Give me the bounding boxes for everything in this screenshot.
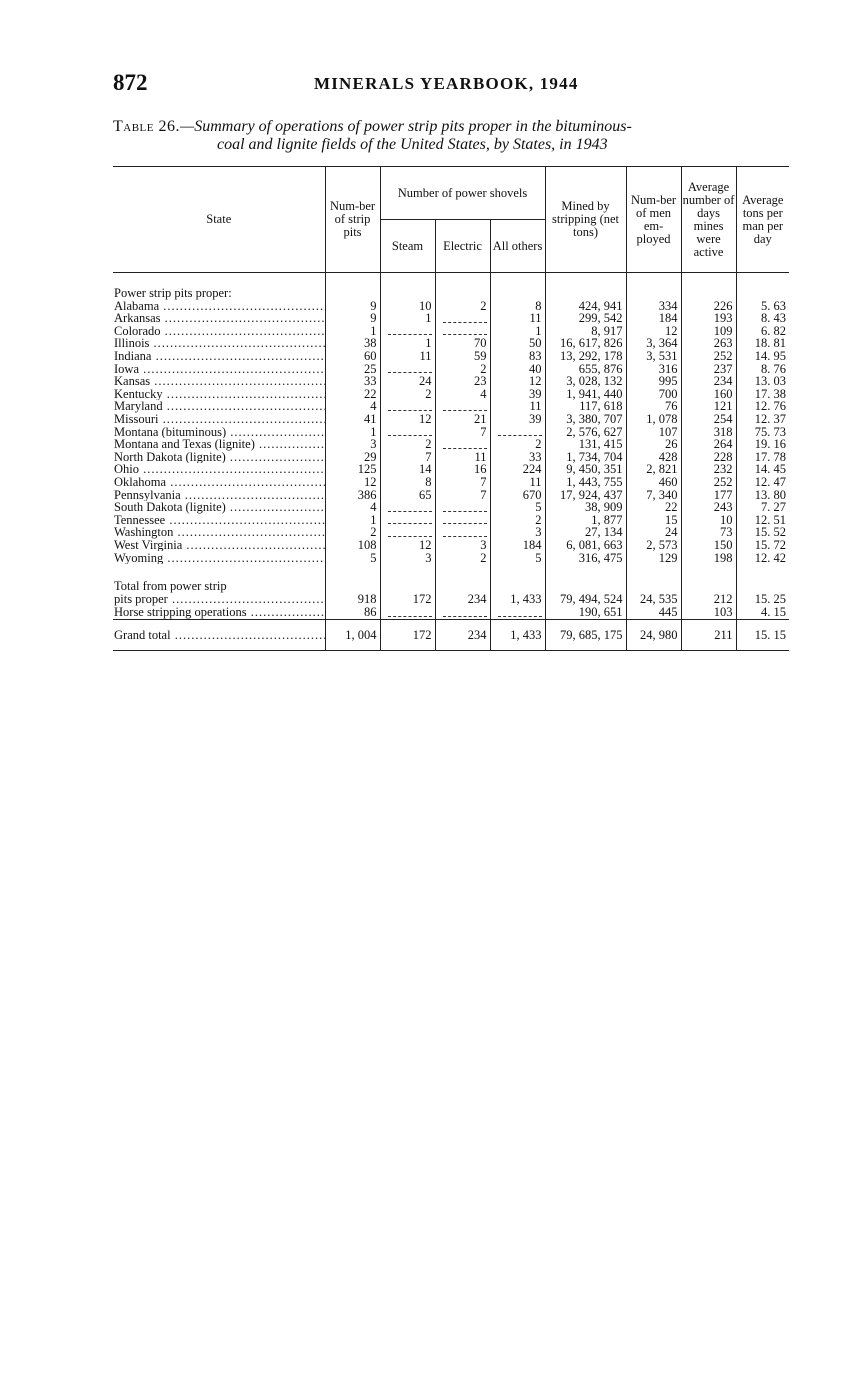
total-men: 24, 535 [626,593,681,606]
others-cell: 50 [490,337,545,350]
steam-cell: 7 [380,451,435,464]
pits-cell: 1 [325,514,380,527]
total-pits: 918 [325,593,380,606]
days-cell: 177 [681,489,736,502]
table-row [113,325,789,338]
state-name: Kansas ..... [113,375,325,388]
table-row [113,300,789,313]
steam-cell: 65 [380,489,435,502]
header-tons-per-man: Average tons per man per day [736,167,789,273]
others-cell: 3 [490,526,545,539]
header-average-days: Average number of days mines were active [681,167,736,273]
horse-steam [380,606,435,620]
men-cell: 22 [626,501,681,514]
others-cell: 39 [490,388,545,401]
mined-cell: 8, 917 [545,325,626,338]
others-cell: 224 [490,463,545,476]
steam-cell: 1 [380,337,435,350]
mined-cell: 27, 134 [545,526,626,539]
pits-cell: 125 [325,463,380,476]
men-cell: 1, 078 [626,413,681,426]
pits-cell: 1 [325,426,380,439]
state-name: Indiana ..... [113,350,325,363]
days-cell: 234 [681,375,736,388]
header-state: State [113,167,325,273]
steam-cell: 2 [380,438,435,451]
days-cell: 252 [681,350,736,363]
days-cell: 228 [681,451,736,464]
total-proper-label-1: Total from power strip [114,580,227,594]
electric-cell-blank [435,312,490,325]
tpm-cell: 18. 81 [736,337,789,350]
tpm-cell: 13. 03 [736,375,789,388]
others-cell: 11 [490,312,545,325]
table-title-line-1: —Summary of operations of power strip pits proper in the bituminous- [180,118,632,135]
table-row [113,501,789,514]
table-caption [113,118,793,154]
tpm-cell: 15. 52 [736,526,789,539]
grand-tpm: 15. 15 [736,620,789,651]
operations-table [113,166,789,651]
men-cell: 460 [626,476,681,489]
electric-cell: 7 [435,489,490,502]
pits-cell: 12 [325,476,380,489]
table-row [113,476,789,489]
others-cell: 40 [490,363,545,376]
electric-cell: 59 [435,350,490,363]
horse-tpm: 4. 15 [736,606,789,620]
pits-cell: 386 [325,489,380,502]
mined-cell: 1, 443, 755 [545,476,626,489]
pits-cell: 25 [325,363,380,376]
days-cell: 160 [681,388,736,401]
others-cell: 39 [490,413,545,426]
table-row [113,451,789,464]
men-cell: 184 [626,312,681,325]
days-cell: 150 [681,539,736,552]
mined-cell: 16, 617, 826 [545,337,626,350]
horse-mined: 190, 651 [545,606,626,620]
state-name: Missouri ..... [113,413,325,426]
days-cell: 193 [681,312,736,325]
header-strip-pits: Num-ber of strip pits [325,167,380,273]
electric-cell: 4 [435,388,490,401]
days-cell: 109 [681,325,736,338]
state-name: Montana and Texas (lignite) ..... [113,438,325,451]
table-row [113,375,789,388]
tpm-cell: 12. 47 [736,476,789,489]
header-men-employed: Num-ber of men em-ployed [626,167,681,273]
grand-days: 211 [681,620,736,651]
table-totals [113,564,789,651]
mined-cell: 1, 734, 704 [545,451,626,464]
electric-cell-blank [435,514,490,527]
others-cell: 11 [490,400,545,413]
state-name: West Virginia ..... [113,539,325,552]
steam-cell: 1 [380,312,435,325]
table-row [113,526,789,539]
table-body [113,273,789,565]
days-cell: 264 [681,438,736,451]
header-power-shovels: Number of power shovels [380,167,545,220]
electric-cell: 2 [435,300,490,313]
electric-cell: 16 [435,463,490,476]
men-cell: 3, 531 [626,350,681,363]
others-cell: 12 [490,375,545,388]
pits-cell: 5 [325,551,380,564]
horse-pits: 86 [325,606,380,620]
state-name: Washington ..... [113,526,325,539]
grand-label: Grand total ..... [113,620,325,651]
table-row [113,388,789,401]
pits-cell: 29 [325,451,380,464]
mined-cell: 3, 380, 707 [545,413,626,426]
men-cell: 107 [626,426,681,439]
mined-cell: 424, 941 [545,300,626,313]
men-cell: 700 [626,388,681,401]
state-name: Arkansas ..... [113,312,325,325]
days-cell: 254 [681,413,736,426]
state-name: Colorado ..... [113,325,325,338]
tpm-cell: 12. 76 [736,400,789,413]
tpm-cell: 15. 72 [736,539,789,552]
steam-cell: 2 [380,388,435,401]
table-row [113,551,789,564]
running-head: MINERALS YEARBOOK, 1944 [314,74,579,93]
mined-cell: 117, 618 [545,400,626,413]
men-cell: 3, 364 [626,337,681,350]
men-cell: 2, 573 [626,539,681,552]
steam-cell: 12 [380,413,435,426]
others-cell: 11 [490,476,545,489]
tpm-cell: 12. 37 [736,413,789,426]
pits-cell: 33 [325,375,380,388]
table-row [113,312,789,325]
others-cell: 5 [490,551,545,564]
mined-cell: 2, 576, 627 [545,426,626,439]
others-cell: 670 [490,489,545,502]
others-cell: 5 [490,501,545,514]
horse-others [490,606,545,620]
state-name: Iowa ..... [113,363,325,376]
state-name: South Dakota (lignite) ..... [113,501,325,514]
electric-cell: 2 [435,363,490,376]
days-cell: 121 [681,400,736,413]
state-name: Alabama ..... [113,300,325,313]
electric-cell-blank [435,438,490,451]
horse-label: Horse stripping operations ..... [113,606,325,620]
grand-steam: 172 [380,620,435,651]
section-label: Power strip pits proper: [114,287,232,300]
header-steam: Steam [380,220,435,273]
tpm-cell: 12. 42 [736,551,789,564]
tpm-cell: 17. 78 [736,451,789,464]
header-all-others: All others [490,220,545,273]
tpm-cell: 5. 63 [736,300,789,313]
grand-mined: 79, 685, 175 [545,620,626,651]
pits-cell: 9 [325,312,380,325]
steam-cell: 12 [380,539,435,552]
pits-cell: 60 [325,350,380,363]
men-cell: 7, 340 [626,489,681,502]
mined-cell: 6, 081, 663 [545,539,626,552]
pits-cell: 22 [325,388,380,401]
men-cell: 24 [626,526,681,539]
mined-cell: 1, 941, 440 [545,388,626,401]
men-cell: 26 [626,438,681,451]
mined-cell: 131, 415 [545,438,626,451]
mined-cell: 17, 924, 437 [545,489,626,502]
electric-cell: 3 [435,539,490,552]
state-name: Tennessee ..... [113,514,325,527]
mined-cell: 655, 876 [545,363,626,376]
total-tpm: 15. 25 [736,593,789,606]
electric-cell: 2 [435,551,490,564]
others-cell: 8 [490,300,545,313]
table-row [113,514,789,527]
men-cell: 334 [626,300,681,313]
table-row [113,337,789,350]
others-cell: 83 [490,350,545,363]
days-cell: 10 [681,514,736,527]
table-row [113,539,789,552]
days-cell: 232 [681,463,736,476]
days-cell: 237 [681,363,736,376]
header-mined: Mined by stripping (net tons) [545,167,626,273]
grand-men: 24, 980 [626,620,681,651]
state-name: Montana (bituminous) ..... [113,426,325,439]
days-cell: 198 [681,551,736,564]
table-row [113,413,789,426]
pits-cell: 2 [325,526,380,539]
table-title-line-2: coal and lignite fields of the United States, by States, in 1943 [217,136,608,153]
men-cell: 428 [626,451,681,464]
total-others: 1, 433 [490,593,545,606]
men-cell: 2, 821 [626,463,681,476]
table-row [113,350,789,363]
days-cell: 263 [681,337,736,350]
total-proper-label-2: pits proper ..... [113,593,325,606]
grand-others: 1, 433 [490,620,545,651]
mined-cell: 9, 450, 351 [545,463,626,476]
tpm-cell: 7. 27 [736,501,789,514]
total-steam: 172 [380,593,435,606]
steam-cell: 11 [380,350,435,363]
tpm-cell: 14. 45 [736,463,789,476]
total-days: 212 [681,593,736,606]
horse-days: 103 [681,606,736,620]
days-cell: 252 [681,476,736,489]
grand-pits: 1, 004 [325,620,380,651]
others-cell: 33 [490,451,545,464]
table-label: Table 26. [113,118,180,135]
electric-cell: 70 [435,337,490,350]
days-cell: 318 [681,426,736,439]
state-name: Kentucky ..... [113,388,325,401]
men-cell: 15 [626,514,681,527]
state-name: Ohio ..... [113,463,325,476]
electric-cell-blank [435,526,490,539]
total-electric: 234 [435,593,490,606]
men-cell: 995 [626,375,681,388]
steam-cell-blank [380,526,435,539]
others-cell: 2 [490,514,545,527]
mined-cell: 38, 909 [545,501,626,514]
electric-cell-blank [435,501,490,514]
state-name: Oklahoma ..... [113,476,325,489]
electric-cell: 7 [435,426,490,439]
state-name: Illinois ..... [113,337,325,350]
tpm-cell: 75. 73 [736,426,789,439]
mined-cell: 13, 292, 178 [545,350,626,363]
mined-cell: 299, 542 [545,312,626,325]
pits-cell: 9 [325,300,380,313]
table-row [113,426,789,439]
tpm-cell: 6. 82 [736,325,789,338]
header-electric: Electric [435,220,490,273]
pits-cell: 41 [325,413,380,426]
table-row [113,363,789,376]
mined-cell: 3, 028, 132 [545,375,626,388]
tpm-cell: 19. 16 [736,438,789,451]
table-row [113,438,789,451]
pits-cell: 4 [325,501,380,514]
total-mined: 79, 494, 524 [545,593,626,606]
table-row [113,463,789,476]
tpm-cell: 12. 51 [736,514,789,527]
tpm-cell: 8. 43 [736,312,789,325]
page-number: 872 [113,70,148,95]
days-cell: 243 [681,501,736,514]
days-cell: 226 [681,300,736,313]
others-cell: 1 [490,325,545,338]
horse-electric [435,606,490,620]
steam-cell: 24 [380,375,435,388]
electric-cell: 23 [435,375,490,388]
state-name: Wyoming ..... [113,551,325,564]
mined-cell: 316, 475 [545,551,626,564]
pits-cell: 1 [325,325,380,338]
table-row [113,489,789,502]
state-name: North Dakota (lignite) ..... [113,451,325,464]
pits-cell: 108 [325,539,380,552]
table-row [113,400,789,413]
men-cell: 76 [626,400,681,413]
steam-cell: 8 [380,476,435,489]
state-name: Maryland ..... [113,400,325,413]
steam-cell: 3 [380,551,435,564]
days-cell: 73 [681,526,736,539]
pits-cell: 38 [325,337,380,350]
electric-cell: 21 [435,413,490,426]
steam-cell-blank [380,501,435,514]
men-cell: 12 [626,325,681,338]
tpm-cell: 8. 76 [736,363,789,376]
men-cell: 129 [626,551,681,564]
state-name: Pennsylvania ..... [113,489,325,502]
tpm-cell: 14. 95 [736,350,789,363]
tpm-cell: 13. 80 [736,489,789,502]
pits-cell: 3 [325,438,380,451]
steam-cell: 10 [380,300,435,313]
pits-cell: 4 [325,400,380,413]
steam-cell: 14 [380,463,435,476]
electric-cell: 11 [435,451,490,464]
men-cell: 316 [626,363,681,376]
others-cell: 2 [490,438,545,451]
steam-cell-blank [380,514,435,527]
others-cell: 184 [490,539,545,552]
grand-electric: 234 [435,620,490,651]
electric-cell: 7 [435,476,490,489]
horse-men: 445 [626,606,681,620]
tpm-cell: 17. 38 [736,388,789,401]
mined-cell: 1, 877 [545,514,626,527]
